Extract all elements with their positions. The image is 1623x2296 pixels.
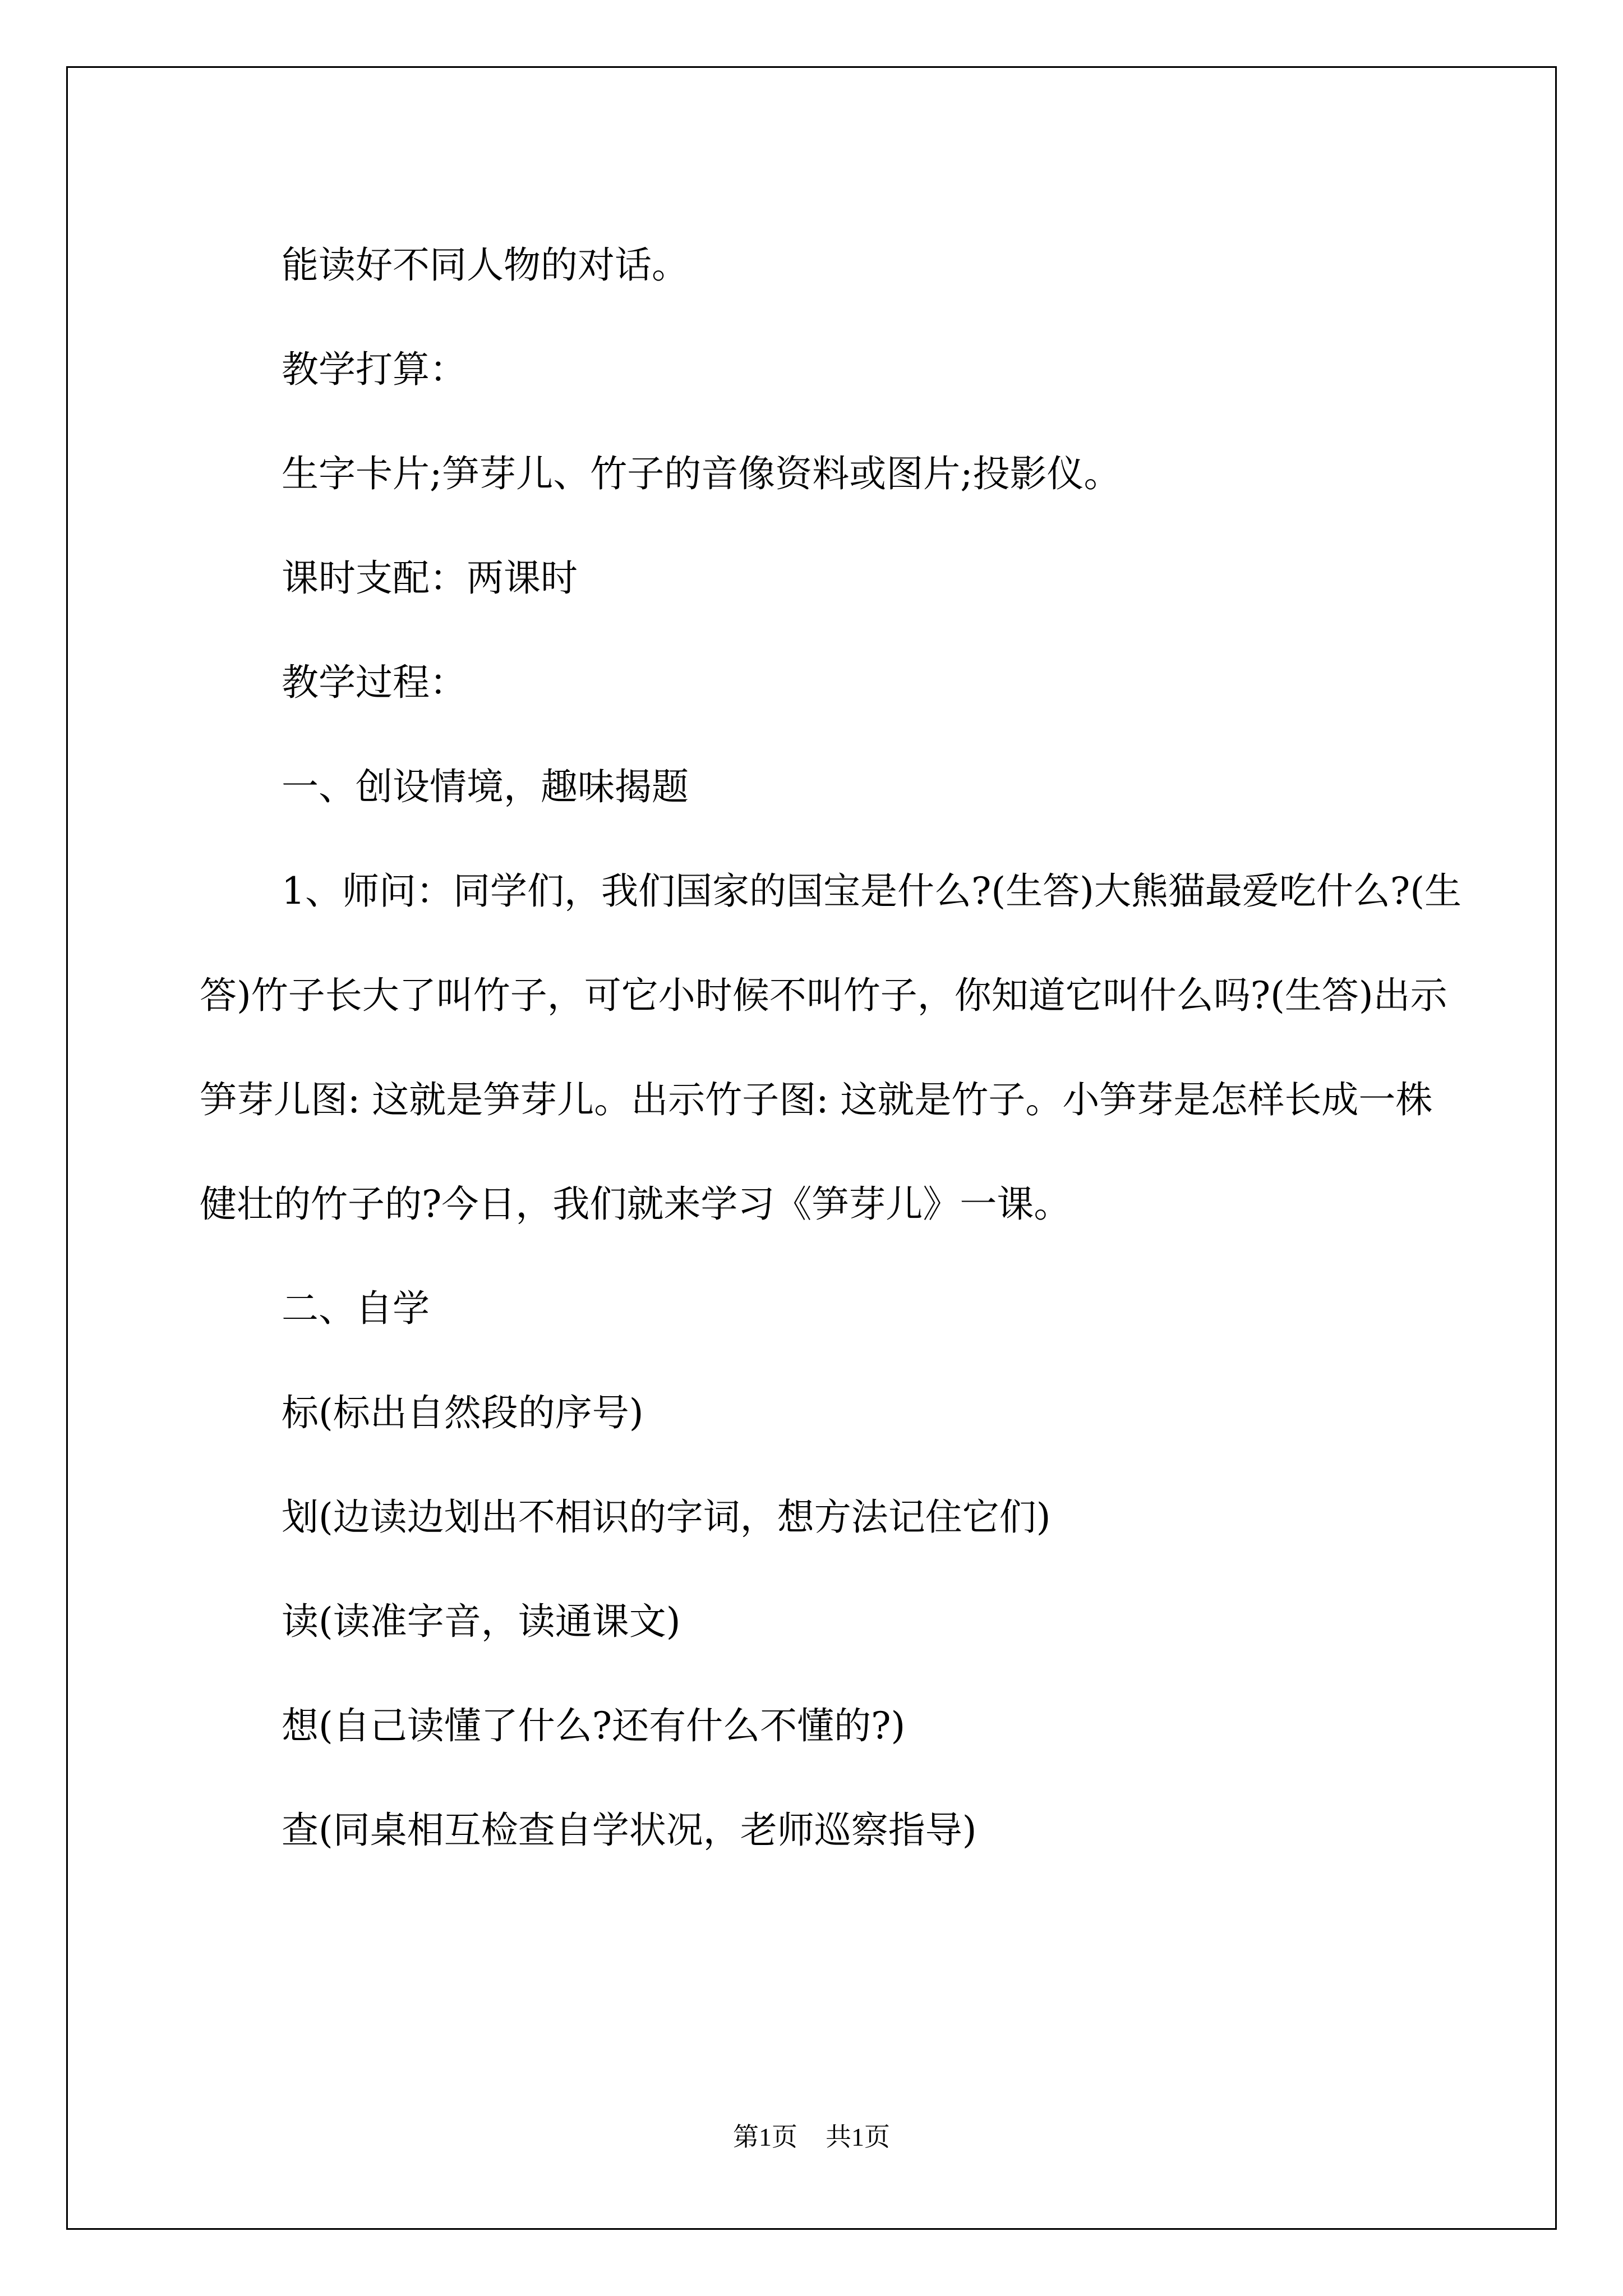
paragraph: 查(同桌相互检查自学状况，老师巡察指导) [282,1809,977,1852]
document-body [200,213,1467,1883]
paragraph: 课时支配：两课时 [282,556,578,600]
paragraph: 生字卡片;笋芽儿、竹子的音像资料或图片;投影仪。 [282,452,1121,495]
page-number-current: 第1页 [733,2123,797,2151]
paragraph: 标(标出自然段的序号) [282,1391,644,1434]
paragraph: 能读好不同人物的对话。 [282,243,689,287]
paragraph: 1、师问：同学们，我们国家的国宝是什么?(生答)大熊猫最爱吃什么?(生答)竹子长大了叫竹子，可它小时候不叫竹子，你知道它叫什么吗?(生答)出示笋芽儿图: 这就是笋芽儿。出示竹子图: 这就是竹子。小笋芽是怎样长成一株健壮的竹子的?今日，我们就来学习《笋芽儿》一课。 [200,869,1462,1226]
paragraph: 教学打算： [282,348,467,391]
paragraph: 读(读准字音，读通课文) [282,1600,681,1643]
paragraph: 一、创设情境，趣味揭题 [282,765,689,808]
paragraph: 教学过程： [282,661,467,704]
paragraph: 想(自己读懂了什么?还有什么不懂的?) [282,1704,906,1747]
page-footer [0,2120,1623,2154]
paragraph: 划(边读边划出不相识的字词，想方法记住它们) [282,1496,1051,1539]
paragraph: 二、自学 [282,1287,430,1330]
page-number-total: 共1页 [826,2123,890,2151]
